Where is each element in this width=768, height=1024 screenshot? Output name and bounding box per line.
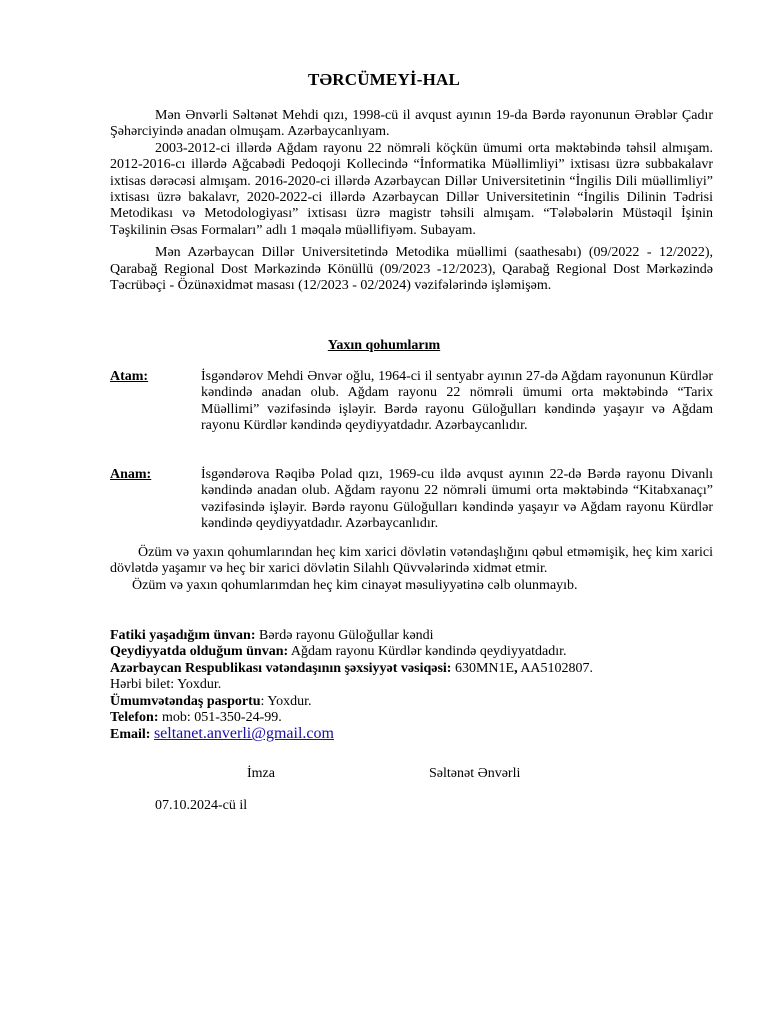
id-card-separator: , <box>514 660 518 676</box>
father-label: Atam: <box>110 369 149 384</box>
email-label: Email: <box>110 727 151 743</box>
phone-label: Telefon: <box>110 710 159 726</box>
id-card-number-2: AA5102807. <box>517 660 594 676</box>
id-card-line <box>110 661 713 677</box>
passport-value: : Yoxdur. <box>260 693 312 709</box>
biography-section <box>110 108 713 294</box>
registration-address-label: Qeydiyyatda olduğum ünvan: <box>110 644 289 660</box>
actual-address-label: Fatiki yaşadığım ünvan: <box>110 628 256 643</box>
registration-address-line <box>110 644 713 660</box>
father-text: İsgəndərov Mehdi Ənvər oğlu, 1964-ci il sentyabr ayının 27-də Ağdam rayonunun Kürdlər kəndində anadan olub. Ağdam rayonu 22 nömrəli ümumi orta məktəbində “Tarix Müəllimi” vəzifəsində işləyir. Bərdə rayonu Güloğulları kəndində yaşayır və Ağdam rayonu Kürdlər kəndində qeydiyyatdadır. Azərbaycanlıdır. <box>201 369 713 434</box>
military-id-line: Hərbi bilet: Yoxdur. <box>110 677 222 693</box>
paragraph-birth: Mən Ənvərli Səltənət Mehdi qızı, 1998-cü il avqust ayının 19-da Bərdə rayonunun Ərəblər Çadır Şəhərciyində anadan olmuşam. Azərbaycanlıyam. <box>110 108 713 140</box>
phone-line <box>110 710 713 726</box>
actual-address-value: Bərdə rayonu Güloğullar kəndi <box>255 628 434 643</box>
contact-section <box>110 628 713 744</box>
paragraph-education: 2003-2012-ci illərdə Ağdam rayonu 22 nömrəli köçkün ümumi orta məktəbində təhsil almışam. 2012-2016-cı illərdə Ağcabədi Pedoqoji Kollecində “İnformatika Müəllimliyi” ixtisası üzrə subbakalavr ixtisas dərəcəsi almışam. 2016-2020-ci illərdə Azərbaycan Dillər Universitetinin “İngilis Dili müəllimliyi” ixtisası üzrə bakalavr, 2020-2022-ci illərdə Azərbaycan Dillər Universitetinin “İngilis Dilinin Tədrisi Metodikası və Metodologiyası” ixtisası üzrə magistr təhsili almışam. “Tələbələrin Müstəqil İşinin Təşkilinin Əsas Formaları” adlı 1 məqalə müəllifiyəm. Subayam. <box>110 140 713 238</box>
criminal-statement: Özüm və yaxın qohumlarımdan heç kim cinayət məsuliyyətinə cəlb olunmayıb. <box>132 577 578 593</box>
actual-address-line <box>110 628 713 644</box>
email-link[interactable]: seltanet.anverli@gmail.com <box>153 725 334 743</box>
signature-name: Səltənət Ənvərli <box>429 766 521 781</box>
id-card-label: Azərbaycan Respublikası vətəndaşının şəxsiyyət vəsiqəsi: <box>110 660 452 676</box>
citizenship-statement: Özüm və yaxın qohumlarından heç kim xarici dövlətin vətəndaşlığını qəbul etməmişik, heç kim xarici dövlətdə yaşamır və heç bir xarici dövlətin Silahlı Qüvvələrində xidmət etmir. <box>110 545 713 577</box>
paragraph-employment: Mən Azərbaycan Dillər Universitetində Metodika müəllimi (saathesabı) (09/2022 - 12/2022), Qarabağ Regional Dost Mərkəzində Könüllü (09/2023 -12/2023), Qarabağ Regional Dost Mərkəzində Təcrübəçi - Özünəxidmət masası (12/2023 - 02/2024) vəzifələrində işləmişəm. <box>110 245 713 294</box>
passport-label: Ümumvətəndaş pasportu <box>110 693 261 709</box>
document-title: TƏRCÜMEYİ-HAL <box>307 70 461 89</box>
relatives-heading: Yaxın qohumlarım <box>327 338 441 353</box>
id-card-number: 630MN1E <box>451 660 515 676</box>
document-date: 07.10.2024-cü il <box>155 798 248 813</box>
signature-label: İmza <box>247 766 275 781</box>
registration-address-value: Ağdam rayonu Kürdlər kəndində qeydiyyatdadır. <box>288 644 567 660</box>
mother-label: Anam: <box>110 467 152 482</box>
passport-line <box>110 694 713 710</box>
mother-text: İsgəndərova Rəqibə Polad qızı, 1969-cu ildə avqust ayının 22-də Bərdə rayonu Divanlı kəndində anadan olub. Ağdam rayonu 22 nömrəli ümumi orta məktəbində “Kitabxanaçı” vəzifəsində işləyir. Bərdə rayonu Güloğulları kəndində yaşayır və Ağdam rayonu Kürdlər kəndində qeydiyyatdadır. Azərbaycanlıdır. <box>201 467 713 532</box>
statements-section <box>110 545 713 594</box>
email-line <box>110 726 713 743</box>
phone-value: mob: 051-350-24-99. <box>158 710 282 726</box>
